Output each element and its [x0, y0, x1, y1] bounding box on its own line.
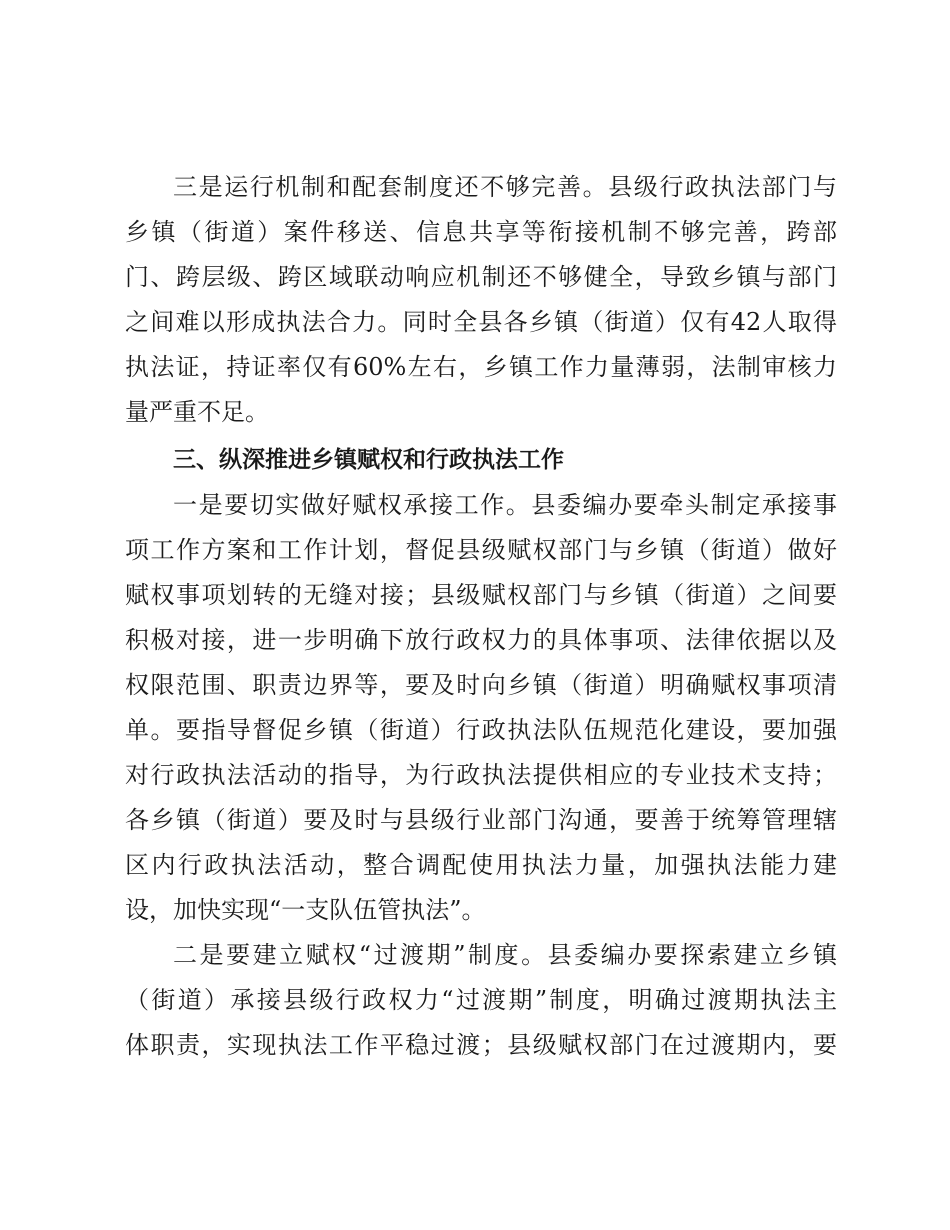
section-heading: 三、纵深推进乡镇赋权和行政执法工作: [173, 447, 564, 473]
paragraph-line: 体职责，实现执法工作平稳过渡；县级赋权部门在过渡期内，要: [125, 1031, 837, 1059]
paragraph-line: 各乡镇（街道）要及时与县级行业部门沟通，要善于统筹管理辖: [125, 806, 837, 834]
paragraph-line: 设，加快实现“一支队伍管执法”。: [125, 896, 486, 924]
paragraph-line: 权限范围、职责边界等，要及时向乡镇（街道）明确赋权事项清: [125, 671, 837, 699]
paragraph-line: 执法证，持证率仅有60%左右，乡镇工作力量薄弱，法制审核力: [125, 353, 837, 381]
paragraph-line: 之间难以形成执法合力。同时全县各乡镇（街道）仅有42人取得: [125, 308, 837, 336]
paragraph-line: （街道）承接县级行政权力“过渡期”制度，明确过渡期执法主: [125, 986, 837, 1014]
paragraph-line: 积极对接，进一步明确下放行政权力的具体事项、法律依据以及: [125, 626, 837, 654]
paragraph-line: 二是要建立赋权“过渡期”制度。县委编办要探索建立乡镇: [173, 941, 837, 969]
paragraph-line: 量严重不足。: [125, 398, 269, 426]
paragraph-line: 一是要切实做好赋权承接工作。县委编办要牵头制定承接事: [173, 491, 837, 519]
paragraph-line: 门、跨层级、跨区域联动响应机制还不够健全，导致乡镇与部门: [125, 263, 837, 291]
paragraph-line: 乡镇（街道）案件移送、信息共享等衔接机制不够完善，跨部: [125, 218, 837, 246]
paragraph-line: 赋权事项划转的无缝对接；县级赋权部门与乡镇（街道）之间要: [125, 581, 837, 609]
paragraph-line: 单。要指导督促乡镇（街道）行政执法队伍规范化建设，要加强: [125, 716, 837, 744]
paragraph-line: 区内行政执法活动，整合调配使用执法力量，加强执法能力建: [125, 851, 837, 879]
paragraph-line: 三是运行机制和配套制度还不够完善。县级行政执法部门与: [173, 173, 837, 201]
paragraph-line: 对行政执法活动的指导，为行政执法提供相应的专业技术支持；: [125, 761, 837, 789]
paragraph-line: 项工作方案和工作计划，督促县级赋权部门与乡镇（街道）做好: [125, 536, 837, 564]
